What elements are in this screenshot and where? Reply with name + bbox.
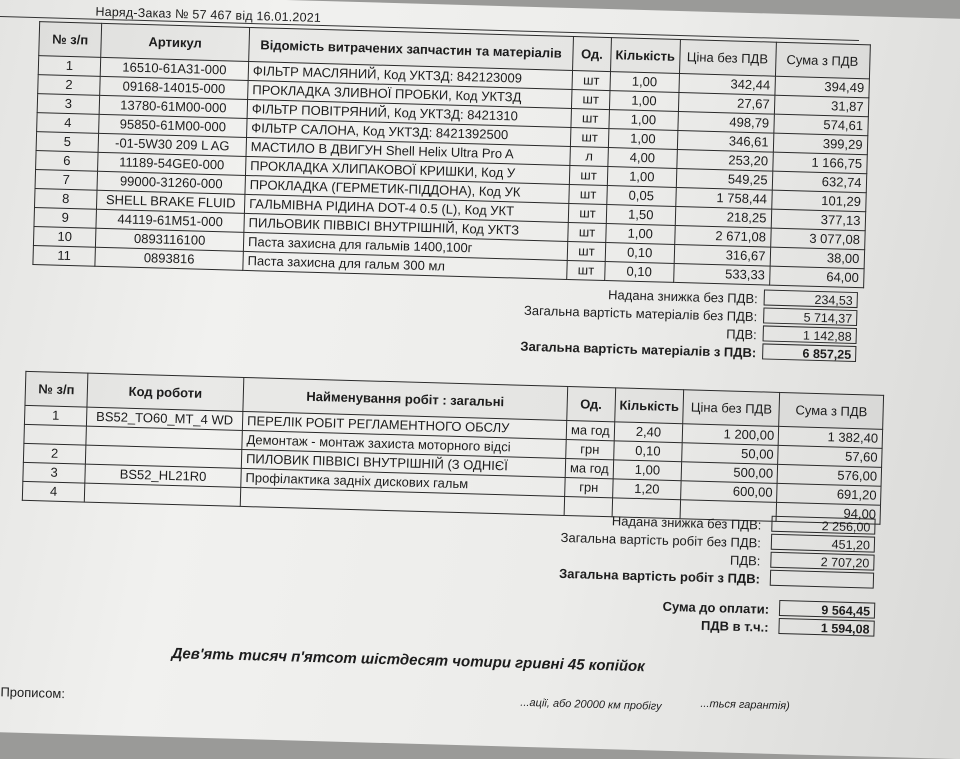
table-cell: 4,00 [608,148,677,169]
total-value: 2 707,20 [770,552,874,571]
parts-col-qty: Кількість [611,38,680,74]
table-cell: 4 [37,113,100,134]
table-cell: ПЕРЕЛІК РОБІТ РЕГЛАМЕНТНОГО ОБСЛУ [242,411,566,439]
table-cell: 16510-61A31-000 [100,57,248,80]
payment-total-value: 9 564,45 [779,600,875,619]
table-cell: 1,00 [609,91,678,112]
table-cell: -01-5W30 209 L AG [98,133,246,156]
table-cell: 2,40 [614,422,683,443]
table-cell: 0893816 [95,247,243,270]
table-cell: 38,00 [770,247,864,269]
total-label: Загальна вартість робіт з ПДВ: [558,565,761,587]
table-cell: ПРОКЛАДКА (ГЕРМЕТИК-ПІДДОНА), Код УК [245,175,569,203]
table-cell: 346,61 [677,130,773,152]
total-value [770,570,874,589]
warranty-note: ...ться гарантія) [700,697,790,713]
table-cell: ПРОКЛАДКА ХЛИПАКОВОЇ КРИШКИ, Код У [245,156,569,184]
table-cell: 95850-61M00-000 [99,114,247,137]
amount-in-words: Дев'ять тисяч п'ятсот шістдесят чотири гривні 45 копійок [171,645,646,676]
payment-total-label: Сума до оплати: [662,598,770,617]
table-cell: 5 [36,132,99,153]
table-cell: шт [569,184,608,204]
table-cell: 3 [37,94,100,115]
table-cell: Демонтаж - монтаж захиста моторного відсі [242,430,566,458]
table-cell: 7 [35,170,98,191]
table-cell [24,424,87,445]
table-cell: шт [571,109,610,129]
table-cell: 101,29 [771,190,865,212]
table-cell: 4 [22,481,85,502]
payment-vat-value: 1 594,08 [778,618,874,637]
table-cell: 632,74 [772,171,866,193]
table-cell: 0893116100 [95,228,243,251]
table-cell: шт [568,222,607,242]
table-cell: шт [570,127,609,147]
total-value: 6 857,25 [762,343,856,362]
table-cell: Профілактика задніх дискових гальм [241,468,565,496]
table-cell [84,483,240,506]
table-cell: 2 [38,75,101,96]
table-cell: грн [566,439,614,459]
table-cell: 394,49 [774,76,868,98]
works-col-qty: Кількість [615,388,684,424]
table-cell: 3 077,08 [770,228,864,250]
table-cell: 1,00 [607,167,676,188]
table-cell: 11189-54GE0-000 [98,152,246,175]
table-cell: 8 [34,189,97,210]
works-col-unit: Од. [567,387,616,422]
table-cell: 1,50 [606,205,675,226]
total-value: 1 142,88 [763,325,857,344]
table-cell: ФІЛЬТР МАСЛЯНИЙ, Код УКТЗД: 842123009 [248,61,572,89]
table-cell: 31,87 [774,95,868,117]
table-cell: 218,25 [675,206,771,228]
table-cell: 57,60 [778,445,882,467]
total-label: Загальна вартість матеріалів без ПДВ: [523,302,758,325]
total-label: Надана знижка без ПДВ: [607,287,758,307]
table-cell: Паста захисна для гальм 300 мл [243,251,567,279]
table-cell: шт [567,260,606,280]
table-cell: ма год [565,458,613,478]
table-cell: 3 [23,462,86,483]
table-cell: шт [572,71,611,91]
parts-col-sum: Сума з ПДВ [775,42,870,79]
table-cell: 44119-61M51-000 [96,209,244,232]
mileage-note: ...ації, або 20000 км пробігу [520,696,662,713]
table-cell: 0,10 [613,441,682,462]
total-value: 451,20 [771,534,875,553]
table-cell: 09168-14015-000 [100,76,248,99]
table-cell: 99000-31260-000 [97,171,245,194]
table-cell: 1 200,00 [682,424,778,446]
table-cell: ПИЛОВИК ПІВВІСІ ВНУТРІШНІЙ (З ОДНІЄЇ [241,449,565,477]
table-cell: 94,00 [776,502,880,524]
total-label: Загальна вартість робіт без ПДВ: [560,529,762,551]
total-label: ПДВ: [726,326,757,343]
table-cell: 498,79 [677,111,773,133]
total-label: Загальна вартість матеріалів з ПДВ: [520,338,757,361]
table-cell: ГАЛЬМІВНА РІДИНА DOT-4 0.5 (L), Код УКТ [244,194,568,222]
total-label: ПДВ: [729,552,761,569]
table-cell: ПРОКЛАДКА ЗЛИВНОЇ ПРОБКИ, Код УКТЗД [248,80,572,108]
table-cell: 1,20 [612,479,681,500]
works-table [22,371,885,525]
table-cell: 1,00 [608,129,677,150]
table-cell: 1 166,75 [772,152,866,174]
table-cell: 64,00 [769,266,863,288]
table-cell: 1 [24,405,87,426]
parts-body [33,56,869,288]
table-cell: 253,20 [676,149,772,171]
total-value: 5 714,37 [763,307,857,326]
table-cell: 1,00 [610,72,679,93]
table-cell: 0,10 [605,262,674,283]
table-cell: BS52_TO60_MT_4 WD [86,407,242,430]
payment-vat-label: ПДВ в т.ч.: [700,617,769,635]
table-cell: 691,20 [777,483,881,505]
table-cell: 574,61 [773,114,867,136]
parts-col-name: Відомість витрачених запчастин та матеріалів [249,27,574,70]
table-cell: 0,05 [607,186,676,207]
table-cell: 399,29 [773,133,867,155]
order-title: Наряд-Заказ № 57 467 від 16.01.2021 [95,4,322,25]
table-cell: шт [567,241,606,261]
parts-col-article: Артикул [101,23,250,61]
words-label: Прописом: [0,684,66,702]
table-cell: 0,10 [605,243,674,264]
parts-col-price: Ціна без ПДВ [679,40,776,77]
table-cell: ФІЛЬТР САЛОНА, Код УКТЗД: 8421392500 [247,118,571,146]
works-col-sum: Сума з ПДВ [779,392,884,429]
table-cell: 549,25 [676,168,772,190]
works-col-number: № з/п [25,371,88,407]
table-cell: Паста захисна для гальмів 1400,100г [243,232,567,260]
table-cell: МАСТИЛО В ДВИГУН Shell Helix Ultra Pro A [246,137,570,165]
table-cell: 11 [33,246,96,267]
table-cell: 1 382,40 [778,426,882,448]
parts-col-unit: Од. [573,37,612,72]
table-cell: 316,67 [674,244,770,266]
table-cell: SHELL BRAKE FLUID [96,190,244,213]
table-cell: 1,00 [613,460,682,481]
table-cell: 1,00 [606,224,675,245]
parts-table [32,21,870,288]
table-cell: грн [565,477,613,497]
table-cell: BS52_HL21R0 [85,464,241,487]
total-value: 2 256,00 [771,516,875,535]
table-cell: ФІЛЬТР ПОВІТРЯНИЙ, Код УКТЗД: 8421310 [247,99,571,127]
table-cell: 1 [38,56,101,77]
table-cell: 2 [23,443,86,464]
table-cell: 2 671,08 [674,225,770,247]
table-cell: 500,00 [681,462,777,484]
table-cell: 13780-61M00-000 [99,95,247,118]
works-col-price: Ціна без ПДВ [683,390,780,427]
table-cell: шт [569,165,608,185]
parts-col-number: № з/п [39,22,102,58]
works-col-code: Код роботи [87,373,244,411]
table-cell: ПИЛЬОВИК ПІВВІСІ ВНУТРІШНІЙ, Код УКТЗ [244,213,568,241]
table-cell: 10 [33,227,96,248]
table-cell: 1,00 [609,110,678,131]
works-col-name: Найменування робіт : загальні [243,377,568,420]
table-cell: шт [571,90,610,110]
total-label: Надана знижка без ПДВ: [611,513,762,533]
table-cell: шт [568,203,607,223]
total-value: 234,53 [764,289,858,308]
table-cell: л [570,146,609,166]
table-cell: 377,13 [771,209,865,231]
table-cell: 6 [36,151,99,172]
table-cell: 533,33 [673,263,769,285]
table-cell: 342,44 [678,73,774,95]
table-cell: 50,00 [682,443,778,465]
table-cell: 27,67 [678,92,774,114]
table-cell: 600,00 [681,481,777,503]
table-cell: 9 [34,208,97,229]
table-cell: 1 758,44 [675,187,771,209]
table-cell: 576,00 [777,464,881,486]
table-cell: ма год [566,420,614,440]
